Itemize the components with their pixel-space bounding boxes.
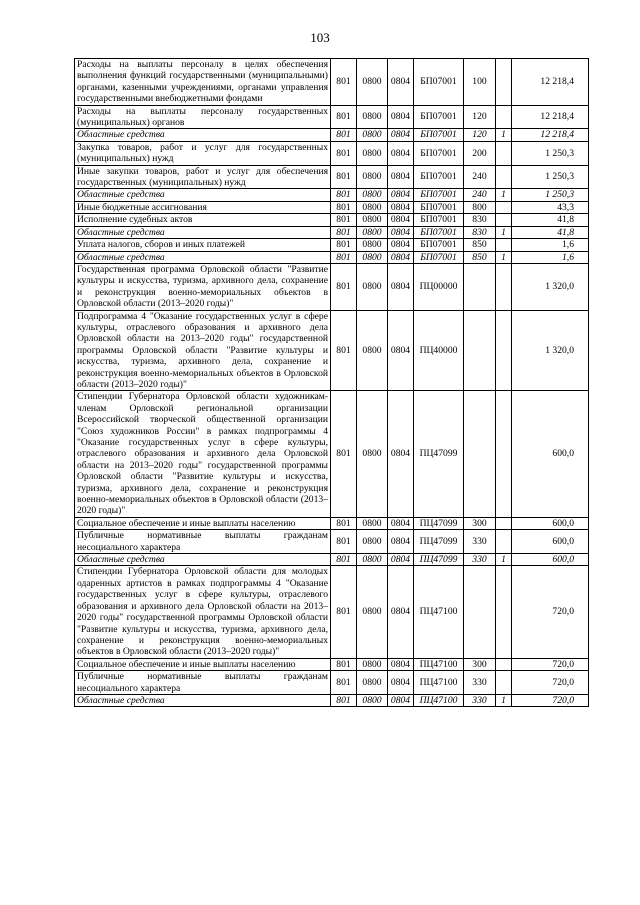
table-row <box>75 310 589 391</box>
row-funding-source-cell: 1 <box>496 226 512 238</box>
row-funding-source-cell <box>496 671 512 695</box>
row-expense-type-cell: 100 <box>464 59 496 106</box>
row-subsection-cell: 0804 <box>388 201 414 213</box>
row-grbs-cell: 801 <box>331 226 357 238</box>
row-grbs-cell: 801 <box>331 554 357 566</box>
row-name-cell: Расходы на выплаты персоналу государственных (муниципальных) органов <box>75 105 331 129</box>
row-section-cell: 0800 <box>357 517 388 529</box>
table-row <box>75 59 589 106</box>
row-amount-cell: 720,0 <box>512 671 589 695</box>
row-subsection-cell: 0804 <box>388 310 414 391</box>
row-section-cell: 0800 <box>357 141 388 165</box>
row-section-cell: 0800 <box>357 310 388 391</box>
row-section-cell: 0800 <box>357 189 388 201</box>
row-target-article-cell: БП07001 <box>414 239 464 251</box>
row-grbs-cell: 801 <box>331 141 357 165</box>
row-name-cell: Публичные нормативные выплаты гражданам несоциального характера <box>75 530 331 554</box>
row-target-article-cell: ПЦ47099 <box>414 530 464 554</box>
row-expense-type-cell: 330 <box>464 530 496 554</box>
row-subsection-cell: 0804 <box>388 566 414 658</box>
row-name-cell: Подпрограмма 4 "Оказание государственных услуг в сфере культуры, отраслевого образования и архивного дела Орловской области на 2013–2020 годы" государственной программы Орловской области "Развитие культуры и искусства, туризма, архивного дела, сохранение и реконструкция военно-мемориальных объектов в Орловской области (2013–2020 годы)" <box>75 310 331 391</box>
row-subsection-cell: 0804 <box>388 658 414 670</box>
row-target-article-cell: БП07001 <box>414 226 464 238</box>
row-grbs-cell: 801 <box>331 59 357 106</box>
row-expense-type-cell <box>464 310 496 391</box>
row-amount-cell: 41,8 <box>512 226 589 238</box>
row-section-cell: 0800 <box>357 59 388 106</box>
row-expense-type-cell <box>464 391 496 517</box>
row-expense-type-cell: 830 <box>464 226 496 238</box>
table-row <box>75 214 589 226</box>
row-name-cell: Областные средства <box>75 129 331 141</box>
row-section-cell: 0800 <box>357 554 388 566</box>
row-funding-source-cell <box>496 391 512 517</box>
row-expense-type-cell: 850 <box>464 251 496 263</box>
row-grbs-cell: 801 <box>331 658 357 670</box>
row-funding-source-cell: 1 <box>496 554 512 566</box>
row-amount-cell: 12 218,4 <box>512 129 589 141</box>
row-expense-type-cell: 330 <box>464 671 496 695</box>
row-target-article-cell: БП07001 <box>414 165 464 189</box>
row-name-cell: Уплата налогов, сборов и иных платежей <box>75 239 331 251</box>
row-section-cell: 0800 <box>357 105 388 129</box>
row-subsection-cell: 0804 <box>388 214 414 226</box>
row-grbs-cell: 801 <box>331 263 357 310</box>
row-target-article-cell: ПЦ00000 <box>414 263 464 310</box>
row-amount-cell: 43,3 <box>512 201 589 213</box>
row-section-cell: 0800 <box>357 165 388 189</box>
row-amount-cell: 1 250,3 <box>512 189 589 201</box>
row-grbs-cell: 801 <box>331 189 357 201</box>
row-target-article-cell: БП07001 <box>414 141 464 165</box>
row-expense-type-cell <box>464 566 496 658</box>
row-funding-source-cell: 1 <box>496 694 512 706</box>
row-expense-type-cell: 240 <box>464 165 496 189</box>
table-row <box>75 201 589 213</box>
row-amount-cell: 1,6 <box>512 251 589 263</box>
row-funding-source-cell <box>496 517 512 529</box>
row-expense-type-cell: 830 <box>464 214 496 226</box>
row-name-cell: Исполнение судебных актов <box>75 214 331 226</box>
row-funding-source-cell <box>496 239 512 251</box>
row-funding-source-cell: 1 <box>496 251 512 263</box>
table-row <box>75 391 589 517</box>
row-amount-cell: 1 320,0 <box>512 263 589 310</box>
row-subsection-cell: 0804 <box>388 239 414 251</box>
row-funding-source-cell <box>496 310 512 391</box>
row-amount-cell: 1 250,3 <box>512 165 589 189</box>
budget-table-body <box>75 59 589 707</box>
row-subsection-cell: 0804 <box>388 530 414 554</box>
row-section-cell: 0800 <box>357 694 388 706</box>
row-expense-type-cell: 850 <box>464 239 496 251</box>
row-expense-type-cell: 800 <box>464 201 496 213</box>
row-grbs-cell: 801 <box>331 129 357 141</box>
row-funding-source-cell <box>496 566 512 658</box>
row-expense-type-cell: 240 <box>464 189 496 201</box>
row-funding-source-cell <box>496 263 512 310</box>
row-amount-cell: 600,0 <box>512 554 589 566</box>
row-funding-source-cell <box>496 105 512 129</box>
table-row <box>75 566 589 658</box>
row-subsection-cell: 0804 <box>388 694 414 706</box>
table-row <box>75 530 589 554</box>
row-name-cell: Областные средства <box>75 694 331 706</box>
row-grbs-cell: 801 <box>331 251 357 263</box>
row-target-article-cell: ПЦ47099 <box>414 391 464 517</box>
row-target-article-cell: ПЦ47100 <box>414 694 464 706</box>
table-row-regional-funds <box>75 189 589 201</box>
row-grbs-cell: 801 <box>331 694 357 706</box>
row-section-cell: 0800 <box>357 239 388 251</box>
row-amount-cell: 600,0 <box>512 391 589 517</box>
row-expense-type-cell: 120 <box>464 129 496 141</box>
row-amount-cell: 12 218,4 <box>512 105 589 129</box>
table-row-regional-funds <box>75 554 589 566</box>
row-target-article-cell: ПЦ40000 <box>414 310 464 391</box>
row-funding-source-cell: 1 <box>496 189 512 201</box>
row-name-cell: Стипендии Губернатора Орловской области художникам-членам Орловской региональной организации Всероссийской творческой общественной организации "Союз художников России" в рамках подпрограммы 4 "Оказание государственных услуг в сфере культуры, отраслевого образования и архивного дела Орловской области на 2013–2020 годы" государственной программы Орловской области "Развитие культуры и искусства, туризма, архивного дела, сохранение и реконструкция военно-мемориальных объектов в Орловской области (2013–2020 годы)" <box>75 391 331 517</box>
row-target-article-cell: БП07001 <box>414 214 464 226</box>
row-name-cell: Областные средства <box>75 189 331 201</box>
row-funding-source-cell <box>496 201 512 213</box>
row-target-article-cell: БП07001 <box>414 251 464 263</box>
row-subsection-cell: 0804 <box>388 141 414 165</box>
table-row <box>75 105 589 129</box>
row-name-cell: Государственная программа Орловской области "Развитие культуры и искусства, туризма, архивного дела, сохранение и реконструкция военно-мемориальных объектов в Орловской области (2013–2020 годы)" <box>75 263 331 310</box>
row-section-cell: 0800 <box>357 263 388 310</box>
row-amount-cell: 1,6 <box>512 239 589 251</box>
row-subsection-cell: 0804 <box>388 263 414 310</box>
row-name-cell: Социальное обеспечение и иные выплаты населению <box>75 658 331 670</box>
row-expense-type-cell: 120 <box>464 105 496 129</box>
table-row <box>75 165 589 189</box>
table-row <box>75 658 589 670</box>
row-amount-cell: 600,0 <box>512 517 589 529</box>
row-grbs-cell: 801 <box>331 671 357 695</box>
table-row-regional-funds <box>75 251 589 263</box>
row-section-cell: 0800 <box>357 658 388 670</box>
row-target-article-cell: БП07001 <box>414 129 464 141</box>
row-grbs-cell: 801 <box>331 517 357 529</box>
row-section-cell: 0800 <box>357 391 388 517</box>
row-name-cell: Иные закупки товаров, работ и услуг для обеспечения государственных (муниципальных) нужд <box>75 165 331 189</box>
table-row <box>75 239 589 251</box>
table-row-regional-funds <box>75 129 589 141</box>
row-grbs-cell: 801 <box>331 310 357 391</box>
row-amount-cell: 1 320,0 <box>512 310 589 391</box>
row-expense-type-cell: 330 <box>464 554 496 566</box>
row-expense-type-cell: 330 <box>464 694 496 706</box>
row-subsection-cell: 0804 <box>388 517 414 529</box>
row-name-cell: Расходы на выплаты персоналу в целях обеспечения выполнения функций государственными (муниципальными) органами, казенными учреждениями, органами управления государственными внебюджетными фондами <box>75 59 331 106</box>
row-section-cell: 0800 <box>357 251 388 263</box>
row-name-cell: Областные средства <box>75 226 331 238</box>
row-section-cell: 0800 <box>357 129 388 141</box>
row-target-article-cell: ПЦ47099 <box>414 517 464 529</box>
row-target-article-cell: ПЦ47100 <box>414 658 464 670</box>
row-grbs-cell: 801 <box>331 239 357 251</box>
row-section-cell: 0800 <box>357 566 388 658</box>
row-name-cell: Стипендии Губернатора Орловской области для молодых одаренных артистов в рамках подпрограммы 4 "Оказание государственных услуг в сфере культуры, отраслевого образования и архивного дела Орловской области на 2013–2020 годы" государственной программы Орловской области "Развитие культуры и искусства, туризма, архивного дела, сохранение и реконструкция военно-мемориальных объектов в Орловской области (2013–2020 годы)" <box>75 566 331 658</box>
row-name-cell: Иные бюджетные ассигнования <box>75 201 331 213</box>
row-grbs-cell: 801 <box>331 105 357 129</box>
row-funding-source-cell <box>496 141 512 165</box>
row-funding-source-cell <box>496 165 512 189</box>
row-grbs-cell: 801 <box>331 214 357 226</box>
row-target-article-cell: БП07001 <box>414 189 464 201</box>
row-subsection-cell: 0804 <box>388 59 414 106</box>
row-expense-type-cell: 300 <box>464 517 496 529</box>
row-amount-cell: 41,8 <box>512 214 589 226</box>
table-row-regional-funds <box>75 226 589 238</box>
row-target-article-cell: ПЦ47100 <box>414 671 464 695</box>
row-section-cell: 0800 <box>357 214 388 226</box>
table-row <box>75 141 589 165</box>
row-expense-type-cell: 300 <box>464 658 496 670</box>
row-subsection-cell: 0804 <box>388 105 414 129</box>
row-subsection-cell: 0804 <box>388 226 414 238</box>
row-target-article-cell: ПЦ47099 <box>414 554 464 566</box>
row-grbs-cell: 801 <box>331 201 357 213</box>
row-amount-cell: 720,0 <box>512 566 589 658</box>
row-grbs-cell: 801 <box>331 391 357 517</box>
row-funding-source-cell: 1 <box>496 129 512 141</box>
row-subsection-cell: 0804 <box>388 251 414 263</box>
page-number: 103 <box>310 30 330 45</box>
row-subsection-cell: 0804 <box>388 554 414 566</box>
row-section-cell: 0800 <box>357 530 388 554</box>
budget-table <box>74 58 589 707</box>
table-row <box>75 263 589 310</box>
row-name-cell: Закупка товаров, работ и услуг для государственных (муниципальных) нужд <box>75 141 331 165</box>
row-expense-type-cell: 200 <box>464 141 496 165</box>
row-name-cell: Социальное обеспечение и иные выплаты населению <box>75 517 331 529</box>
row-amount-cell: 720,0 <box>512 658 589 670</box>
row-expense-type-cell <box>464 263 496 310</box>
row-subsection-cell: 0804 <box>388 189 414 201</box>
row-name-cell: Публичные нормативные выплаты гражданам несоциального характера <box>75 671 331 695</box>
row-grbs-cell: 801 <box>331 165 357 189</box>
row-funding-source-cell <box>496 59 512 106</box>
table-row-regional-funds <box>75 694 589 706</box>
row-target-article-cell: ПЦ47100 <box>414 566 464 658</box>
row-name-cell: Областные средства <box>75 251 331 263</box>
row-section-cell: 0800 <box>357 201 388 213</box>
row-amount-cell: 12 218,4 <box>512 59 589 106</box>
row-funding-source-cell <box>496 214 512 226</box>
row-subsection-cell: 0804 <box>388 165 414 189</box>
row-section-cell: 0800 <box>357 671 388 695</box>
row-target-article-cell: БП07001 <box>414 59 464 106</box>
row-grbs-cell: 801 <box>331 566 357 658</box>
table-row <box>75 517 589 529</box>
table-row <box>75 671 589 695</box>
row-target-article-cell: БП07001 <box>414 105 464 129</box>
row-subsection-cell: 0804 <box>388 671 414 695</box>
row-section-cell: 0800 <box>357 226 388 238</box>
row-subsection-cell: 0804 <box>388 129 414 141</box>
row-amount-cell: 1 250,3 <box>512 141 589 165</box>
row-funding-source-cell <box>496 658 512 670</box>
row-amount-cell: 720,0 <box>512 694 589 706</box>
row-target-article-cell: БП07001 <box>414 201 464 213</box>
row-funding-source-cell <box>496 530 512 554</box>
row-subsection-cell: 0804 <box>388 391 414 517</box>
row-name-cell: Областные средства <box>75 554 331 566</box>
row-grbs-cell: 801 <box>331 530 357 554</box>
row-amount-cell: 600,0 <box>512 530 589 554</box>
